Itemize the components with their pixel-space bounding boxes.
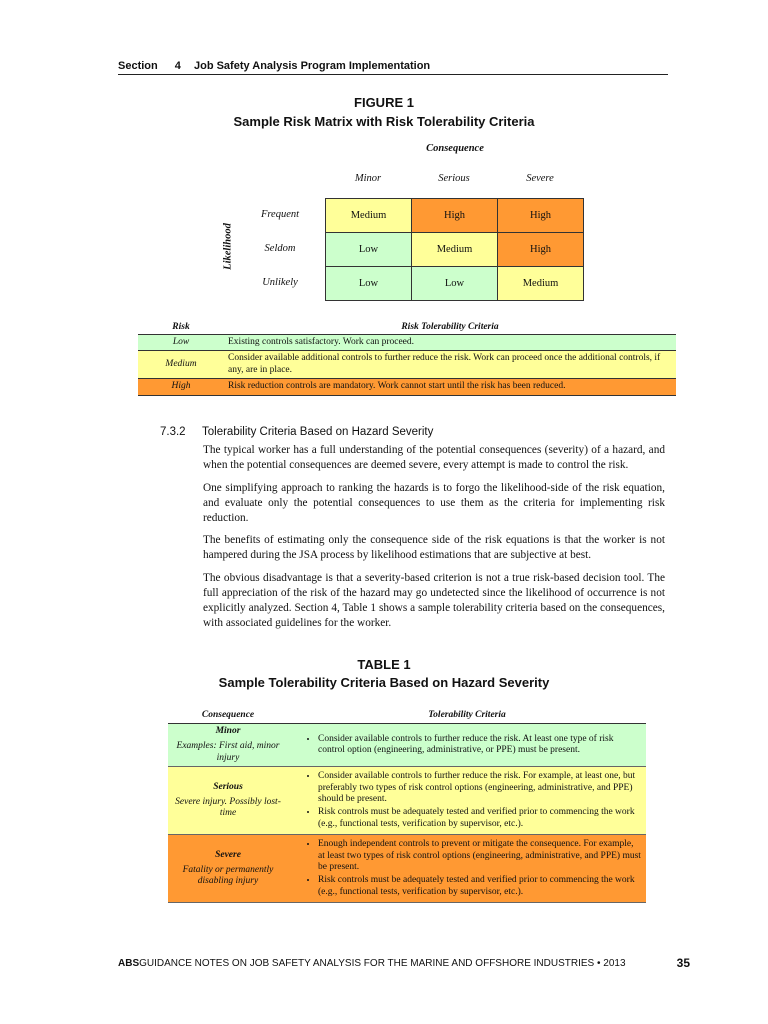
legend-text: Consider available additional controls to further reduce the risk. Work can proceed once the additional controls, if any, are in place. bbox=[224, 351, 676, 379]
t1-criteria bbox=[288, 835, 646, 903]
paragraph: The benefits of estimating only the consequence side of the risk equations is that the worker is not hampered during the JSA process by likelihood estimations that are subjective at best. bbox=[203, 534, 665, 561]
t1-consequence-name: Severe bbox=[215, 849, 241, 860]
t1-consequence-desc: Examples: First aid, minor injury bbox=[176, 741, 280, 763]
matrix-row bbox=[326, 199, 584, 233]
t1-bullet: • Risk controls must be adequately tested and verified prior to commencing the work (e.g., functional tests, verification by supervisor, etc.). bbox=[318, 875, 642, 898]
footer-brand: ABS bbox=[118, 958, 140, 969]
legend-header-criteria: Risk Tolerability Criteria bbox=[224, 320, 676, 335]
page-footer bbox=[118, 958, 626, 969]
t1-bullet: • Enough independent controls to prevent or mitigate the consequence. For example, at least two types of risk control options (engineering, administrative, and PPE) must be present. bbox=[318, 839, 642, 873]
matrix-col-header: Minor bbox=[354, 173, 382, 184]
t1-header-consequence: Consequence bbox=[168, 707, 288, 724]
risk-matrix bbox=[325, 198, 584, 301]
t1-consequence bbox=[168, 724, 288, 767]
tolerability-criteria-table bbox=[168, 707, 646, 903]
matrix-cell: Medium bbox=[412, 233, 498, 267]
matrix-cell: Medium bbox=[326, 199, 412, 233]
t1-consequence-desc: Severe injury. Possibly lost-time bbox=[175, 796, 281, 819]
matrix-cell: Low bbox=[326, 233, 412, 267]
legend-text: Risk reduction controls are mandatory. Work cannot start until the risk has been reduced. bbox=[224, 379, 676, 395]
t1-consequence bbox=[168, 835, 288, 903]
legend-risk: Medium bbox=[138, 351, 224, 379]
figure-label: FIGURE 1 bbox=[354, 95, 414, 110]
matrix-row bbox=[326, 267, 584, 301]
matrix-cell: High bbox=[498, 199, 584, 233]
table-title: Sample Tolerability Criteria Based on Hazard Severity bbox=[218, 675, 550, 690]
t1-bullet: • Consider available controls to further reduce the risk. At least one type of risk control option (engineering, administrative, or PPE) must be present. bbox=[318, 734, 642, 757]
likelihood-axis-label: Likelihood bbox=[222, 223, 234, 270]
t1-row bbox=[168, 724, 646, 767]
footer-text: GUIDANCE NOTES ON JOB SAFETY ANALYSIS FOR THE MARINE AND OFFSHORE INDUSTRIES • 2013 bbox=[139, 958, 626, 969]
matrix-cell: Low bbox=[326, 267, 412, 301]
t1-header-criteria: Tolerability Criteria bbox=[288, 707, 646, 724]
section-label: Section bbox=[118, 60, 158, 72]
section-number: 4 bbox=[174, 60, 181, 72]
legend-row bbox=[138, 379, 676, 395]
matrix-row bbox=[326, 233, 584, 267]
subsection-heading bbox=[160, 426, 433, 438]
matrix-row-header: Seldom bbox=[264, 243, 296, 254]
matrix-cell: High bbox=[412, 199, 498, 233]
subsection-number: 7.3.2 bbox=[160, 426, 186, 438]
matrix-cell: Low bbox=[412, 267, 498, 301]
legend-text: Existing controls satisfactory. Work can proceed. bbox=[224, 335, 676, 351]
t1-bullet: • Risk controls must be adequately tested and verified prior to commencing the work (e.g., functional tests, verification by supervisor, etc.). bbox=[318, 807, 642, 830]
running-header bbox=[118, 60, 430, 72]
page-number: 35 bbox=[676, 956, 690, 970]
section-title: Job Safety Analysis Program Implementation bbox=[193, 60, 431, 72]
t1-bullet: • Consider available controls to further reduce the risk. For example, at least one, but preferably two types of risk control options (engineering, administrative, and PPE) should be present. bbox=[318, 771, 642, 805]
table-label: TABLE 1 bbox=[357, 657, 411, 672]
legend-risk: High bbox=[138, 379, 224, 395]
header-rule bbox=[118, 74, 668, 75]
paragraph: One simplifying approach to ranking the hazards is to forgo the likelihood-side of the risk equation, and evaluate only the potential consequences to use them as the criteria for implementing risk reduction. bbox=[203, 482, 665, 524]
paragraph: The typical worker has a full understanding of the potential consequences (severity) of a hazard, and when the potential consequences are deemed severe, every attempt is made to control the risk. bbox=[203, 444, 665, 471]
t1-consequence-name: Serious bbox=[213, 781, 243, 792]
matrix-col-header: Serious bbox=[438, 173, 470, 184]
consequence-axis-label: Consequence bbox=[426, 143, 484, 154]
legend-header-risk: Risk bbox=[138, 320, 224, 335]
t1-consequence bbox=[168, 767, 288, 835]
legend-row bbox=[138, 351, 676, 379]
legend-risk: Low bbox=[138, 335, 224, 351]
t1-criteria bbox=[288, 767, 646, 835]
figure-title: Sample Risk Matrix with Risk Tolerability Criteria bbox=[233, 114, 535, 129]
t1-row bbox=[168, 835, 646, 903]
t1-criteria bbox=[288, 724, 646, 767]
matrix-col-header: Severe bbox=[526, 173, 554, 184]
matrix-row-header: Frequent bbox=[260, 209, 300, 220]
t1-row bbox=[168, 767, 646, 835]
legend-row bbox=[138, 335, 676, 351]
matrix-cell: Medium bbox=[498, 267, 584, 301]
subsection-title: Tolerability Criteria Based on Hazard Severity bbox=[202, 426, 434, 438]
t1-consequence-desc: Fatality or permanently disabling injury bbox=[182, 864, 274, 887]
matrix-cell: High bbox=[498, 233, 584, 267]
t1-consequence-name: Minor bbox=[215, 726, 241, 736]
paragraph: The obvious disadvantage is that a severity-based criterion is not a true risk-based decision tool. The full appreciation of the risk of the hazard may go undetected since the likelihood of occurrence is not explicitly analyzed. Section 4, Table 1 shows a sample tolerability criteria based on the consequences, with associated guidelines for the worker. bbox=[203, 572, 665, 629]
matrix-row-header: Unlikely bbox=[262, 277, 298, 288]
risk-tolerability-table bbox=[138, 320, 676, 396]
